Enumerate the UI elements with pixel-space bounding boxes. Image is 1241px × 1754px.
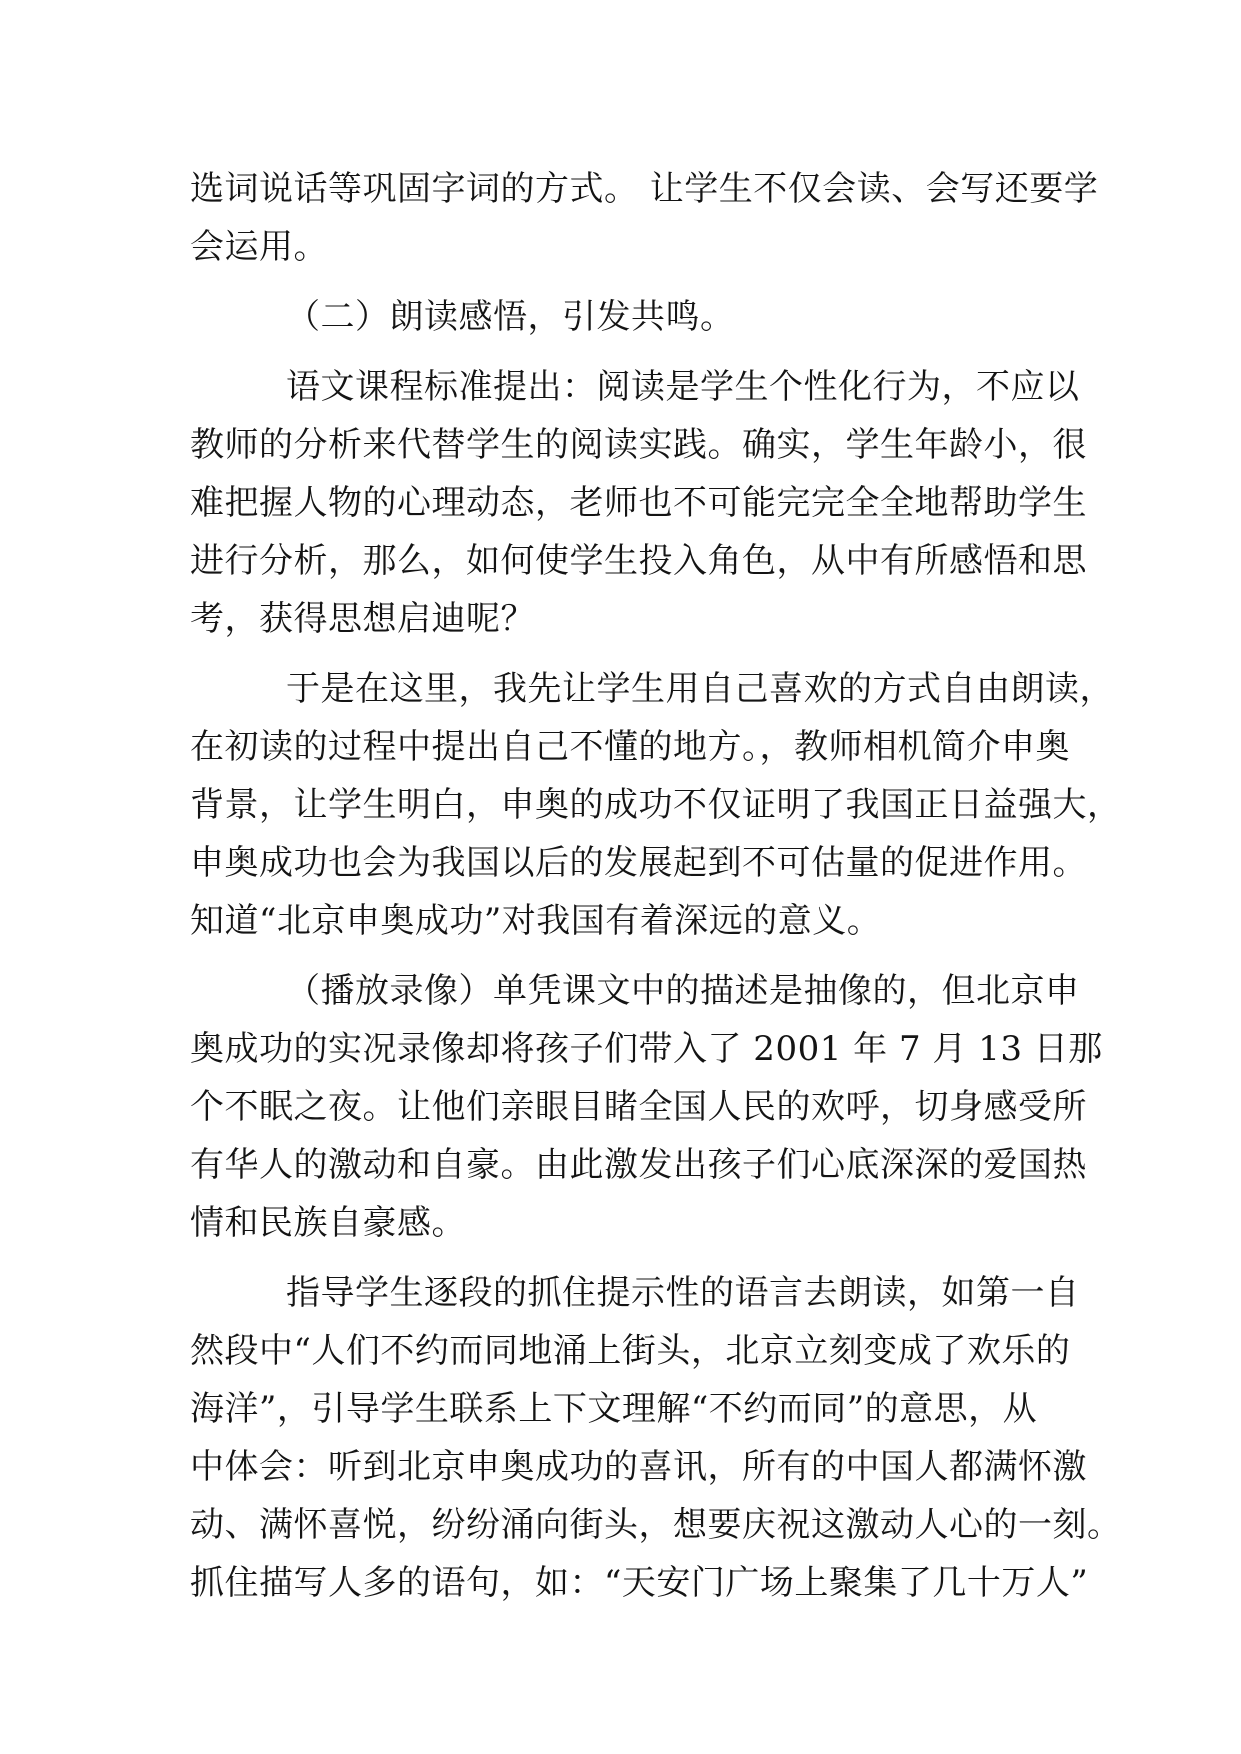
text-line: 海洋”，引导学生联系上下文理解“不约而同”的意思，从 <box>190 1389 1038 1429</box>
text-line: 个不眠之夜。让他们亲眼目睹全国人民的欢呼，切身感受所 <box>190 1087 1087 1127</box>
text-line: 有华人的激动和自豪。由此激发出孩子们心底深深的爱国热 <box>190 1145 1087 1185</box>
text-line: 语文课程标准提出：阅读是学生个性化行为，不应以 <box>286 367 1080 407</box>
text-line: 会运用。 <box>190 227 328 267</box>
text-line: 背景，让学生明白，申奥的成功不仅证明了我国正日益强大， <box>190 785 1122 825</box>
text-line: 知道“北京申奥成功”对我国有着深远的意义。 <box>190 901 882 941</box>
body-text <box>190 160 1122 1612</box>
text-line: 于是在这里，我先让学生用自己喜欢的方式自由朗读， <box>286 669 1114 709</box>
text-line: 中体会：听到北京申奥成功的喜讯，所有的中国人都满怀激 <box>190 1447 1087 1487</box>
text-line: 选词说话等巩固字词的方式。 让学生不仅会读、会写还要学 <box>190 169 1099 209</box>
text-line: 教师的分析来代替学生的阅读实践。确实，学生年龄小，很 <box>190 425 1087 465</box>
text-line: 然段中“人们不约而同地涌上街头，北京立刻变成了欢乐的 <box>190 1331 1071 1371</box>
section-heading: （二）朗读感悟，引发共鸣。 <box>286 297 735 337</box>
text-line: 申奥成功也会为我国以后的发展起到不可估量的促进作用。 <box>190 843 1087 883</box>
text-line: 指导学生逐段的抓住提示性的语言去朗读，如第一自 <box>286 1273 1080 1313</box>
text-line: 情和民族自豪感。 <box>190 1203 466 1243</box>
text-line: 抓住描写人多的语句，如：“天安门广场上聚集了几十万人” <box>190 1563 1089 1603</box>
text-line: 动、满怀喜悦，纷纷涌向街头，想要庆祝这激动人心的一刻。 <box>190 1505 1122 1545</box>
text-line: 奥成功的实况录像却将孩子们带入了 2001 年 7 月 13 日那 <box>190 1029 1103 1069</box>
text-line: （播放录像）单凭课文中的描述是抽像的，但北京申 <box>286 971 1080 1011</box>
text-line: 进行分析，那么，如何使学生投入角色，从中有所感悟和思 <box>190 541 1087 581</box>
text-line: 难把握人物的心理动态，老师也不可能完完全全地帮助学生 <box>190 483 1087 523</box>
text-line: 在初读的过程中提出自己不懂的地方。，教师相机简介申奥 <box>190 727 1070 767</box>
text-line: 考，获得思想启迪呢？ <box>190 599 535 639</box>
